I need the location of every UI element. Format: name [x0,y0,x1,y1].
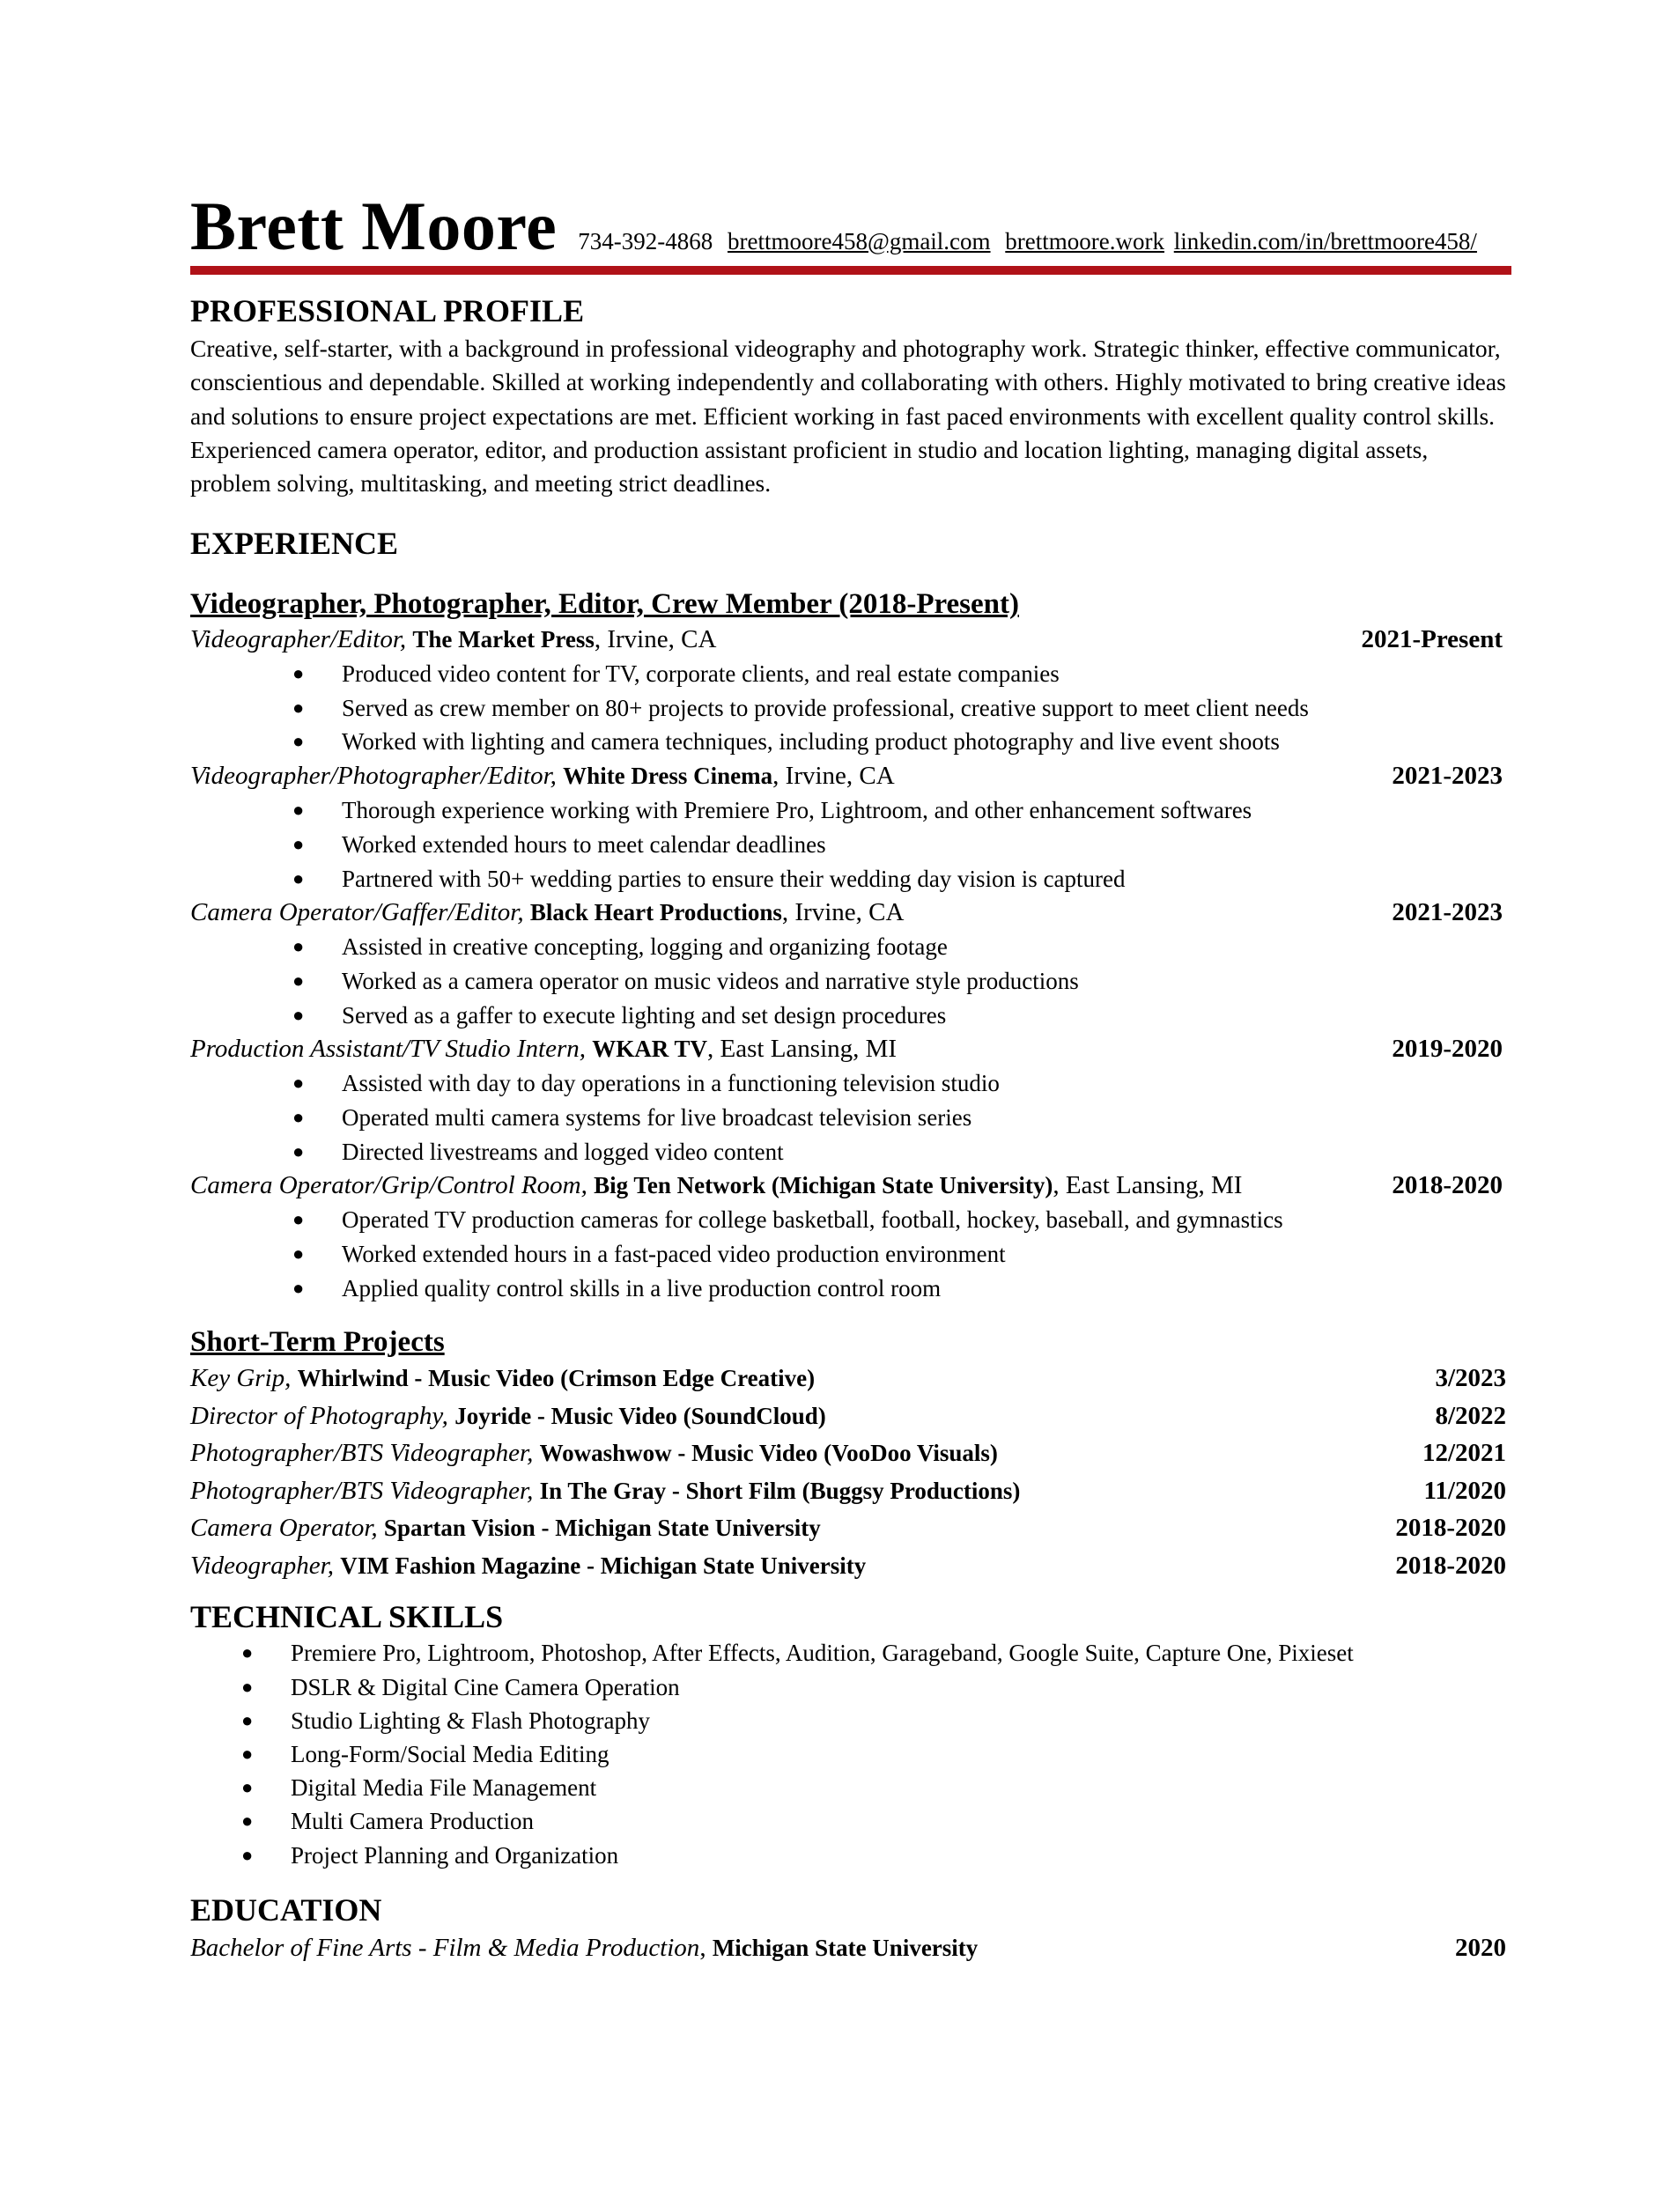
skill-text: Premiere Pro, Lightroom, Photoshop, After Effects, Audition, Garageband, Google Suite, Capture One, Pixieset [291,1640,1354,1667]
school: Michigan State University [712,1934,979,1961]
project-date: 8/2022 [1435,1401,1506,1430]
job-header [190,623,1503,657]
job-bullets [190,1203,1511,1305]
bullet-text: Worked as a camera operator on music videos and narrative style productions [342,967,1079,994]
bullet-icon: ● [241,1843,254,1866]
website-link[interactable]: brettmoore.work [1005,228,1164,254]
bullet-icon: ● [292,1276,305,1299]
list-item [241,1636,1511,1670]
bullet-icon: ● [292,1208,305,1231]
skills-list [190,1636,1511,1871]
job-header [190,1169,1503,1203]
list-item [241,1737,1511,1771]
profile-heading: PROFESSIONAL PROFILE [190,293,585,328]
job-title-line [190,896,904,930]
short-term-heading: Short-Term Projects [190,1325,445,1358]
list-item [292,1237,1511,1272]
profile-text: Creative, self-starter, with a background in professional videography and photography work. Strategic thinker, effective communicator, conscientious and dependable. Skilled at working independently and collaborating with others. Highly motivated to bring creative ideas and solutions to ensure project expectations are met. Efficient working in fast paced environments with excellent quality control skills. Experienced camera operator, editor, and production assistant proficient in studio and location lighting, managing digital assets, problem solving, multitasking, and meeting strict deadlines. [190,335,1506,497]
project-role: Key Grip, [190,1364,292,1393]
project-role: Photographer/BTS Videographer, [190,1439,534,1468]
list-item [292,1272,1511,1306]
list-item [292,725,1511,759]
list-item [241,1804,1511,1838]
list-item [241,1771,1511,1804]
project-role: Videographer, [190,1551,334,1580]
project-date: 11/2020 [1423,1476,1506,1505]
list-item [241,1670,1511,1704]
job-role: Videographer/Photographer/Editor, [190,762,557,791]
list-item [292,1203,1511,1237]
job-header [190,896,1503,930]
job-organization: White Dress Cinema [563,763,773,790]
education-heading: EDUCATION [190,1891,382,1928]
project-date: 2018-2020 [1395,1551,1506,1580]
bullet-icon: ● [292,1242,305,1265]
job-bullets [190,793,1511,896]
bullet-icon: ● [292,1106,305,1129]
bullet-icon: ● [241,1776,254,1799]
list-item [292,999,1511,1033]
job-header [190,1032,1503,1066]
job-organization: Big Ten Network (Michigan State University) [594,1172,1053,1199]
list-item [292,691,1511,726]
skill-text: Multi Camera Production [291,1808,534,1835]
skill-text: DSLR & Digital Cine Camera Operation [291,1673,680,1700]
job-organization: Black Heart Productions [529,899,782,926]
project-date: 3/2023 [1435,1364,1506,1393]
project-name: Joyride - Music Video (SoundCloud) [454,1402,826,1429]
education-left [190,1929,978,1966]
project-row [190,1360,1506,1397]
bullet-icon: ● [292,969,305,992]
degree-comma: , [699,1933,706,1962]
bullet-text: Partnered with 50+ wedding parties to ensure their wedding day vision is captured [342,865,1126,892]
list-item [292,862,1511,896]
project-name: Whirlwind - Music Video (Crimson Edge Creative) [297,1365,816,1392]
bullet-icon: ● [292,1139,305,1162]
bullet-icon: ● [292,1072,305,1095]
bullet-icon: ● [241,1810,254,1832]
bullet-text: Directed livestreams and logged video content [342,1138,784,1165]
project-row [190,1547,1506,1585]
skills-heading: TECHNICAL SKILLS [190,1599,504,1635]
bullet-icon: ● [292,832,305,855]
candidate-name: Brett Moore [190,188,558,264]
skill-text: Studio Lighting & Flash Photography [291,1707,651,1734]
job-location: , Irvine, CA [772,762,895,791]
job-location: , East Lansing, MI [1053,1171,1243,1200]
project-role: Director of Photography, [190,1401,448,1430]
contact-info [578,228,1477,255]
project-title-line [190,1509,821,1547]
job-dates: 2021-Present [1361,624,1503,653]
project-list [190,1360,1511,1584]
job-dates: 2019-2020 [1392,1035,1503,1064]
bullet-icon: ● [292,696,305,719]
job-title-line [190,1032,897,1066]
job-location: , Irvine, CA [781,898,905,927]
project-title-line [190,1472,1020,1510]
phone-number: 734-392-4868 [578,228,713,254]
job-dates: 2018-2020 [1392,1171,1503,1200]
skill-text: Long-Form/Social Media Editing [291,1740,609,1767]
bullet-icon: ● [292,935,305,958]
job-dates: 2021-2023 [1392,762,1503,791]
list-item [292,1066,1511,1101]
list-item [241,1704,1511,1737]
linkedin-link[interactable]: linkedin.com/in/brettmoore458/ [1173,228,1477,254]
skill-text: Project Planning and Organization [291,1841,619,1869]
job-header [190,759,1503,793]
skill-text: Digital Media File Management [291,1774,597,1802]
job-list [190,623,1511,1306]
job-title-line [190,1169,1242,1203]
job-dates: 2021-2023 [1392,898,1503,927]
project-name: In The Gray - Short Film (Buggsy Productions) [539,1477,1021,1504]
bullet-text: Worked with lighting and camera techniques, including product photography and live event shoots [342,728,1280,756]
bullet-text: Operated TV production cameras for college basketball, football, hockey, baseball, and gymnastics [342,1206,1283,1234]
list-item [292,1101,1511,1135]
bullet-icon: ● [292,866,305,889]
project-role: Camera Operator, [190,1514,378,1543]
job-organization: The Market Press [412,625,595,653]
project-name: VIM Fashion Magazine - Michigan State University [340,1552,867,1579]
bullet-text: Served as crew member on 80+ projects to provide professional, creative support to meet client needs [342,694,1309,721]
bullet-icon: ● [241,1675,254,1698]
list-item [292,1135,1511,1169]
bullet-icon: ● [241,1641,254,1664]
project-name: Wowashwow - Music Video (VooDoo Visuals) [539,1440,998,1467]
job-role: Videographer/Editor, [190,624,407,653]
job-bullets [190,657,1511,759]
job-title-line [190,759,895,793]
degree: Bachelor of Fine Arts - Film & Media Production [190,1933,700,1962]
bullet-text: Served as a gaffer to execute lighting and set design procedures [342,1001,947,1029]
resume-header [190,188,1511,264]
bullet-text: Produced video content for TV, corporate clients, and real estate companies [342,660,1060,687]
experience-heading: EXPERIENCE [190,526,399,562]
list-item [292,657,1511,691]
bullet-icon: ● [292,730,305,753]
education-entry [190,1929,1506,1966]
project-title-line [190,1360,815,1397]
list-item [241,1839,1511,1872]
bullet-text: Assisted in creative concepting, logging and organizing footage [342,933,948,961]
list-item [292,828,1511,862]
bullet-icon: ● [241,1708,254,1731]
bullet-text: Assisted with day to day operations in a functioning television studio [342,1070,1000,1097]
job-role: Camera Operator/Grip/Control Room, [190,1171,587,1200]
job-role: Camera Operator/Gaffer/Editor, [190,898,524,927]
bullet-text: Worked extended hours to meet calendar deadlines [342,830,826,858]
project-title-line [190,1434,998,1472]
bullet-icon: ● [292,1003,305,1026]
list-item [292,964,1511,999]
bullet-icon: ● [292,799,305,822]
experience-subheading: Videographer, Photographer, Editor, Crew Member (2018-Present) [190,588,1019,621]
bullet-text: Applied quality control skills in a live production control room [342,1274,942,1301]
bullet-icon: ● [241,1742,254,1765]
bullet-icon: ● [292,661,305,684]
project-title-line [190,1547,866,1585]
email-link[interactable]: brettmoore458@gmail.com [728,228,991,254]
project-role: Photographer/BTS Videographer, [190,1476,534,1505]
job-bullets [190,1066,1511,1169]
graduation-year: 2020 [1455,1933,1506,1962]
resume-content [190,188,1511,1966]
project-row [190,1434,1506,1472]
project-title-line [190,1397,826,1435]
bullet-text: Worked extended hours in a fast-paced video production environment [342,1241,1006,1268]
project-date: 2018-2020 [1395,1514,1506,1543]
project-row [190,1397,1506,1435]
job-title-line [190,623,716,657]
bullet-text: Operated multi camera systems for live broadcast television series [342,1104,972,1132]
job-location: , East Lansing, MI [707,1035,898,1064]
job-organization: WKAR TV [592,1036,708,1063]
job-role: Production Assistant/TV Studio Intern, [190,1035,586,1064]
project-row [190,1509,1506,1547]
project-name: Spartan Vision - Michigan State University [383,1515,821,1542]
list-item [292,930,1511,964]
bullet-text: Thorough experience working with Premiere Pro, Lightroom, and other enhancement softwares [342,797,1252,824]
list-item [292,793,1511,828]
job-bullets [190,930,1511,1032]
job-location: , Irvine, CA [594,624,717,653]
project-date: 12/2021 [1422,1439,1506,1468]
header-divider [190,266,1511,275]
project-row [190,1472,1506,1510]
